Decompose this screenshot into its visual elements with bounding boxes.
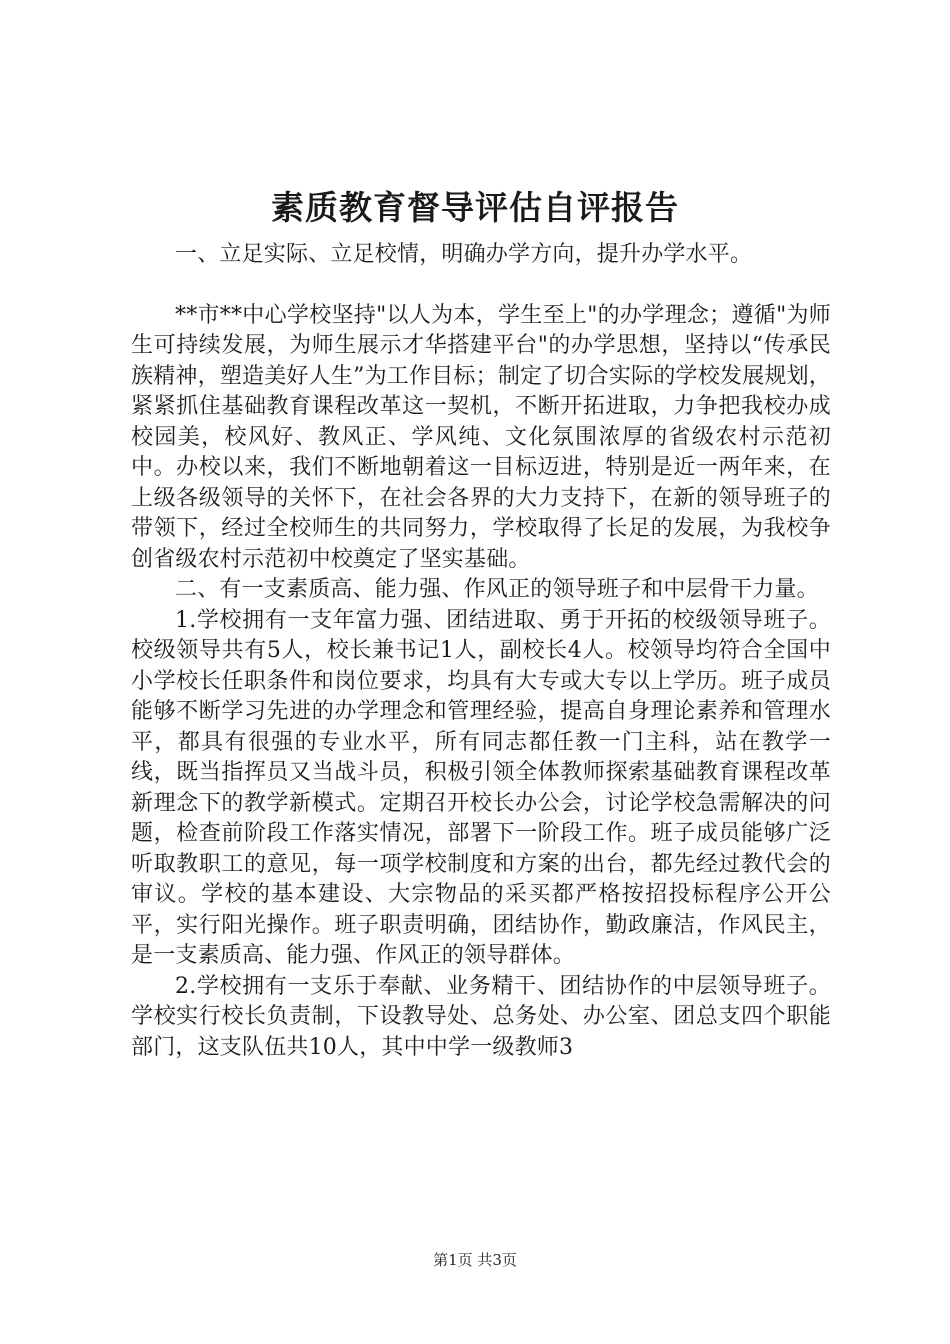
section-heading-two: 二、有一支素质高、能力强、作风正的领导班子和中层骨干力量。 (175, 577, 819, 602)
body-paragraph-leadership-team: 1.学校拥有一支年富力强、团结进取、勇于开拓的校级领导班子。校级领导共有5人，校长兼书记1人，副校长4人。校领导均符合全国中小学校长任职条件和岗位要求，均具有大专或大专以上学历。班子成员能够不断学习先进的办学理念和管理经验，提高自身理论素养和管理水平，都具有很强的专业水平，所有同志都任教一门主科，站在教学一线，既当指挥员又当战斗员，积极引领全体教师探索基础教育课程改革新理念下的教学新模式。定期召开校长办公会，讨论学校急需解决的问题，检查前阶段工作落实情况，部署下一阶段工作。班子成员能够广泛听取教职工的意见，每一项学校制度和方案的出台，都先经过教代会的审议。学校的基本建设、大宗物品的采买都严格按招投标程序公开公平，实行阳光操作。班子职责明确，团结协作，勤政廉洁，作风民主，是一支素质高、能力强、作风正的领导群体。 (131, 607, 831, 968)
document-body (131, 240, 831, 1063)
section-heading-one: 一、立足实际、立足校情，明确办学方向，提升办学水平。 (175, 242, 753, 267)
body-paragraph-school-philosophy: **市**中心学校坚持"以人为本，学生至上"的办学理念；遵循"为师生可持续发展，为师生展示才华搭建平台"的办学思想，坚持以“传承民族精神，塑造美好人生”为工作目标；制定了切合实际的学校发展规划，紧紧抓住基础教育课程改革这一契机，不断开拓进取，力争把我校办成校园美，校风好、教风正、学风纯、文化氛围浓厚的省级农村示范初中。办校以来，我们不断地朝着这一目标迈进，特别是近一两年来，在上级各级领导的关怀下，在社会各界的大力支持下，在新的领导班子的带领下，经过全校师生的共同努力，学校取得了长足的发展，为我校争创省级农村示范初中校奠定了坚实基础。 (131, 302, 831, 572)
body-paragraph-middle-management: 2.学校拥有一支乐于奉献、业务精干、团结协作的中层领导班子。学校实行校长负责制，下设教导处、总务处、办公室、团总支四个职能部门，这支队伍共10人，其中中学一级教师3 (131, 973, 831, 1060)
document-title: 素质教育督导评估自评报告 (271, 188, 679, 227)
page-number-footer: 第1页 共3页 (433, 1251, 517, 1269)
